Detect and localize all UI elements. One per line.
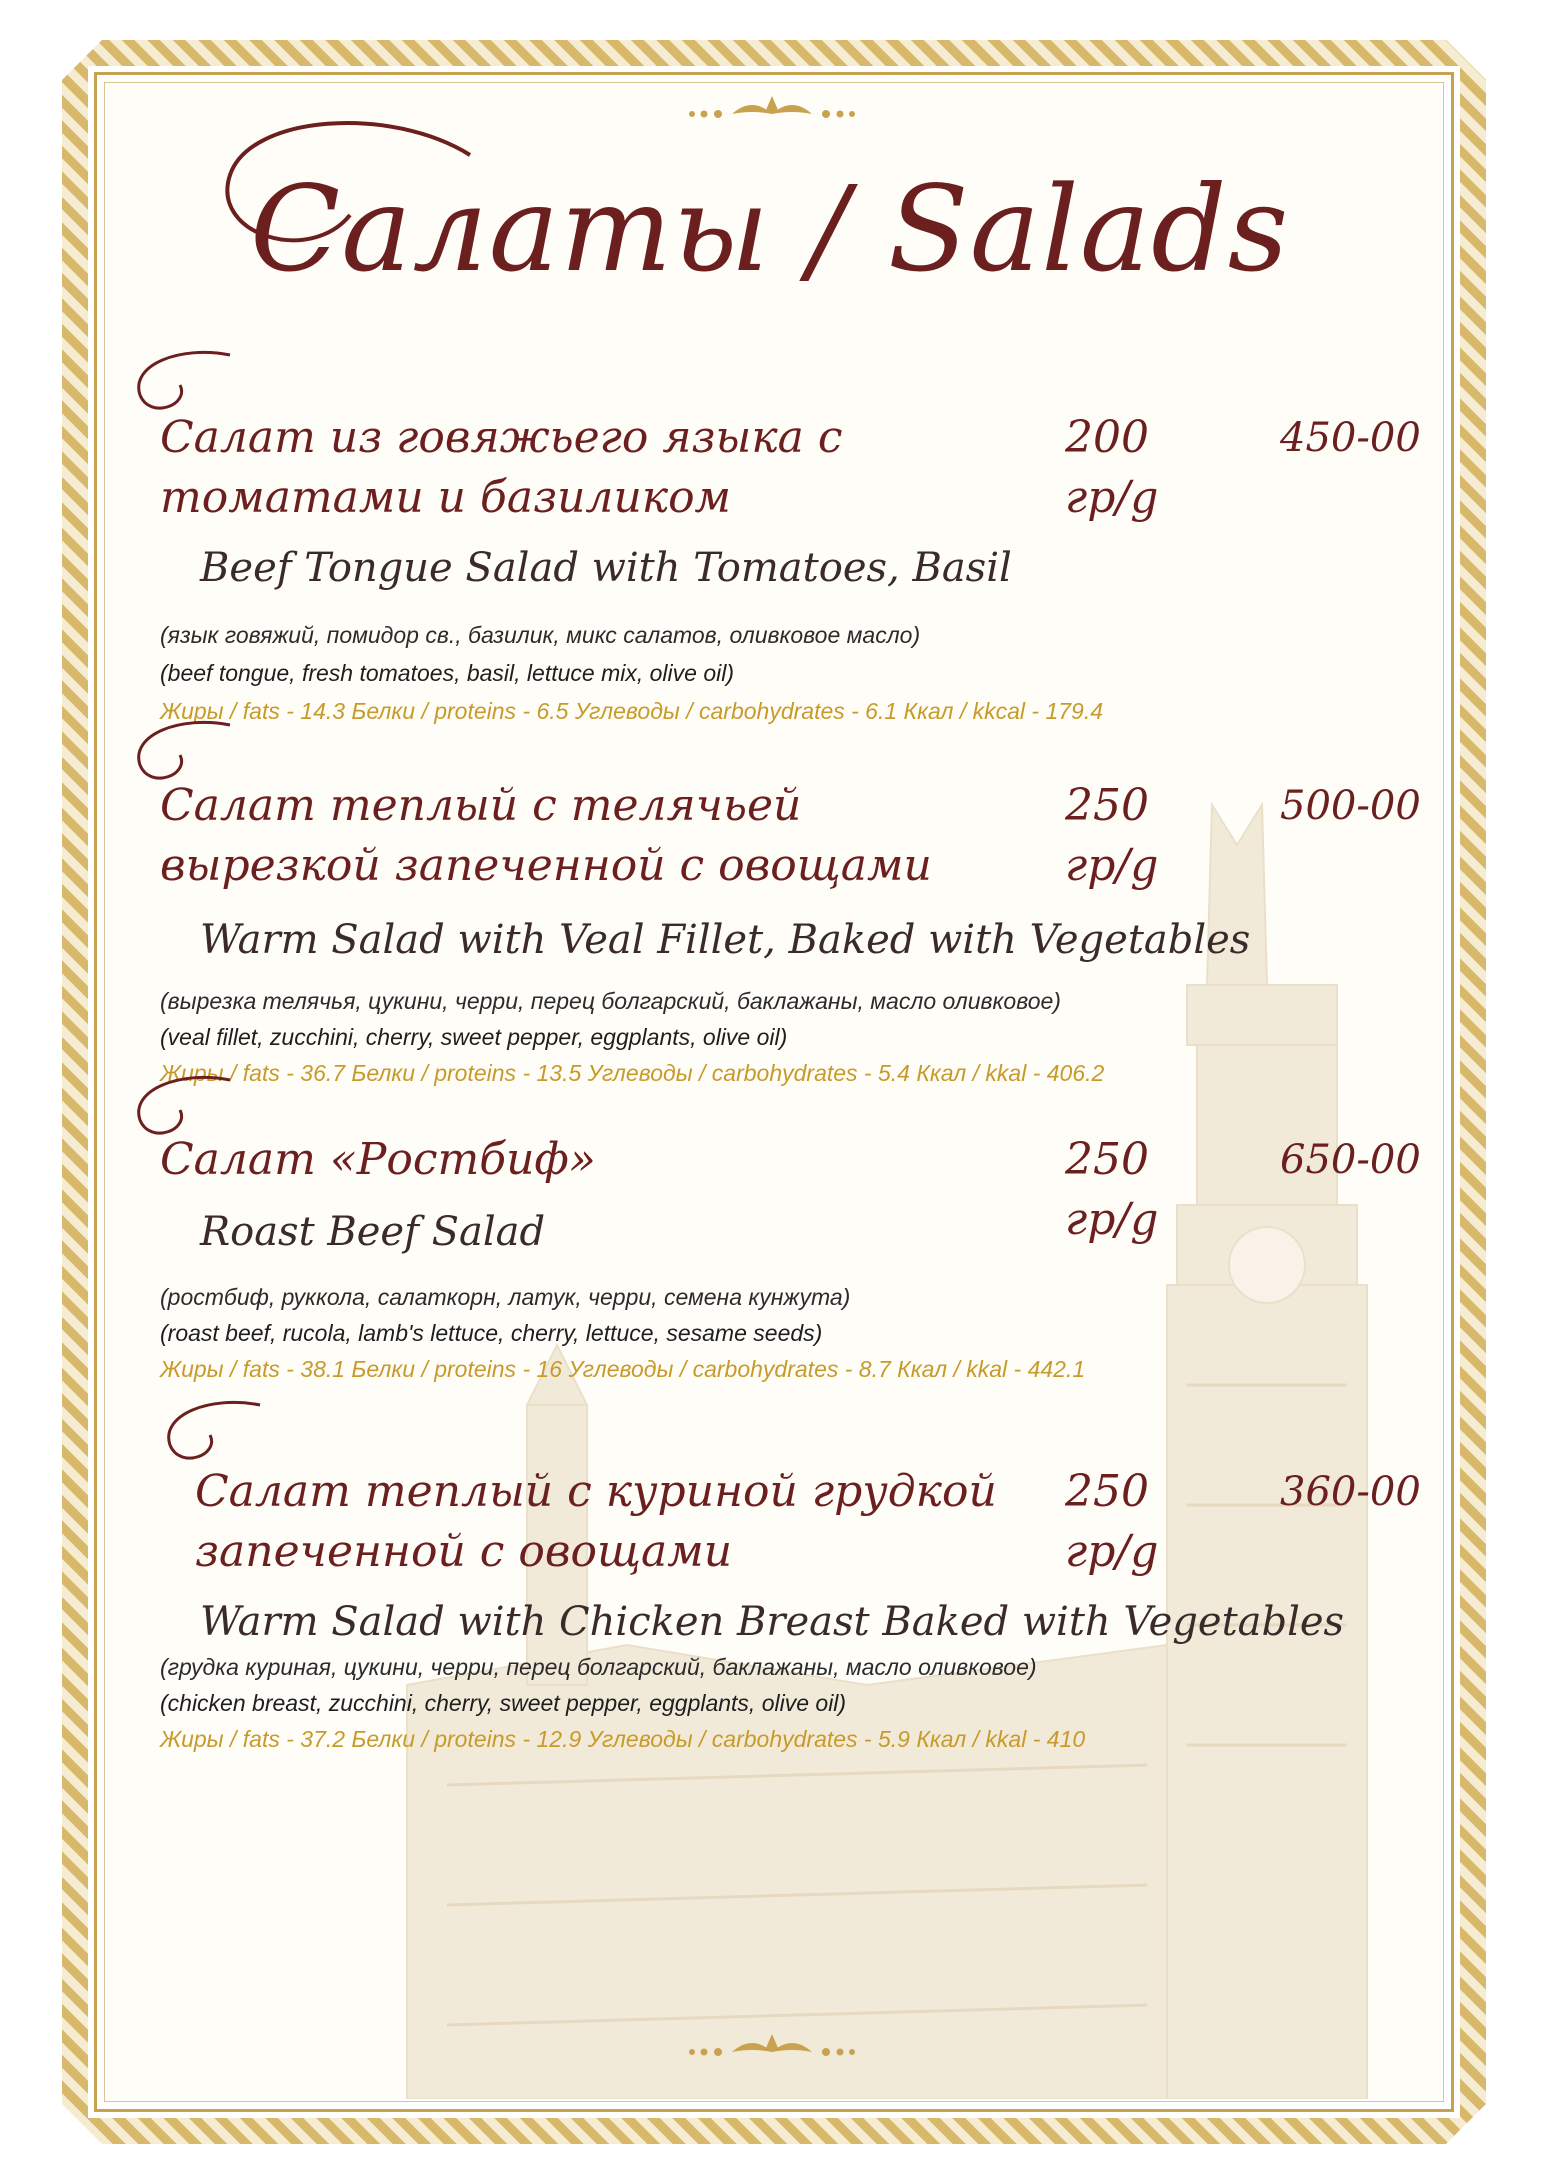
menu-item-name-ru: Салат «Ростбиф» bbox=[160, 1134, 596, 1185]
menu-item-ingredients-en: (veal fillet, zucchini, cherry, sweet pepper, eggplants, olive oil) bbox=[160, 1024, 788, 1050]
menu-paper bbox=[107, 85, 1441, 2099]
menu-item-name-en: Roast Beef Salad bbox=[200, 1209, 546, 1255]
menu-item-name-ru: Салат теплый с куриной грудкой запеченной с овощами bbox=[195, 1466, 997, 1577]
menu-item-ingredients-ru: (ростбиф, руккола, салаткорн, латук, черри, семена кунжута) bbox=[160, 1284, 851, 1310]
big-ben-watermark bbox=[107, 85, 1441, 2099]
menu-item-name-ru: Салат из говяжьего языка с томатами и базиликом bbox=[160, 412, 843, 523]
menu-item-price: 650-00 bbox=[1280, 1137, 1421, 1183]
menu-item-name-ru: Салат теплый с телячьей вырезкой запеченной с овощами bbox=[160, 780, 932, 891]
page-title: Салаты / Salads bbox=[250, 160, 1290, 298]
menu-item-nutrition: Жиры / fats - 14.3 Белки / proteins - 6.5 Углеводы / carbohydrates - 6.1 Ккал / kkcal - 179.4 bbox=[160, 698, 1104, 724]
menu-item-price: 500-00 bbox=[1280, 783, 1421, 829]
menu-item-name-en: Beef Tongue Salad with Tomatoes, Basil bbox=[200, 545, 1012, 591]
menu-item-ingredients-en: (roast beef, rucola, lamb's lettuce, cherry, lettuce, sesame seeds) bbox=[160, 1320, 823, 1346]
top-ornament-icon bbox=[672, 92, 872, 132]
menu-item-nutrition: Жиры / fats - 36.7 Белки / proteins - 13.5 Углеводы / carbohydrates - 5.4 Ккал / kkal - 406.2 bbox=[160, 1060, 1105, 1086]
menu-item-price: 360-00 bbox=[1280, 1469, 1421, 1515]
menu-item-ingredients-en: (chicken breast, zucchini, cherry, sweet pepper, eggplants, olive oil) bbox=[160, 1690, 847, 1716]
menu-item-nutrition: Жиры / fats - 38.1 Белки / proteins - 16 Углеводы / carbohydrates - 8.7 Ккал / kkal - 442.1 bbox=[160, 1356, 1086, 1382]
menu-item-price: 450-00 bbox=[1280, 415, 1421, 461]
bottom-ornament-icon bbox=[672, 2030, 872, 2070]
menu-item-ingredients-ru: (вырезка телячья, цукини, черри, перец болгарский, баклажаны, масло оливковое) bbox=[160, 988, 1061, 1014]
menu-item-weight: 250 гр/g bbox=[1065, 1466, 1159, 1577]
menu-item-name-en: Warm Salad with Chicken Breast Baked with Vegetables bbox=[200, 1599, 1345, 1645]
menu-item-ingredients-ru: (язык говяжий, помидор св., базилик, микс салатов, оливковое масло) bbox=[160, 622, 921, 648]
menu-item-weight: 200 гр/g bbox=[1065, 412, 1159, 523]
menu-item-name-en: Warm Salad with Veal Fillet, Baked with Vegetables bbox=[200, 917, 1251, 963]
menu-item-weight: 250 гр/g bbox=[1065, 780, 1159, 891]
menu-item-ingredients-ru: (грудка куриная, цукини, черри, перец болгарский, баклажаны, масло оливковое) bbox=[160, 1654, 1037, 1680]
menu-item-nutrition: Жиры / fats - 37.2 Белки / proteins - 12.9 Углеводы / carbohydrates - 5.9 Ккал / kkal - 410 bbox=[160, 1726, 1086, 1752]
menu-item-ingredients-en: (beef tongue, fresh tomatoes, basil, lettuce mix, olive oil) bbox=[160, 660, 735, 686]
menu-item-weight: 250 гр/g bbox=[1065, 1134, 1159, 1245]
